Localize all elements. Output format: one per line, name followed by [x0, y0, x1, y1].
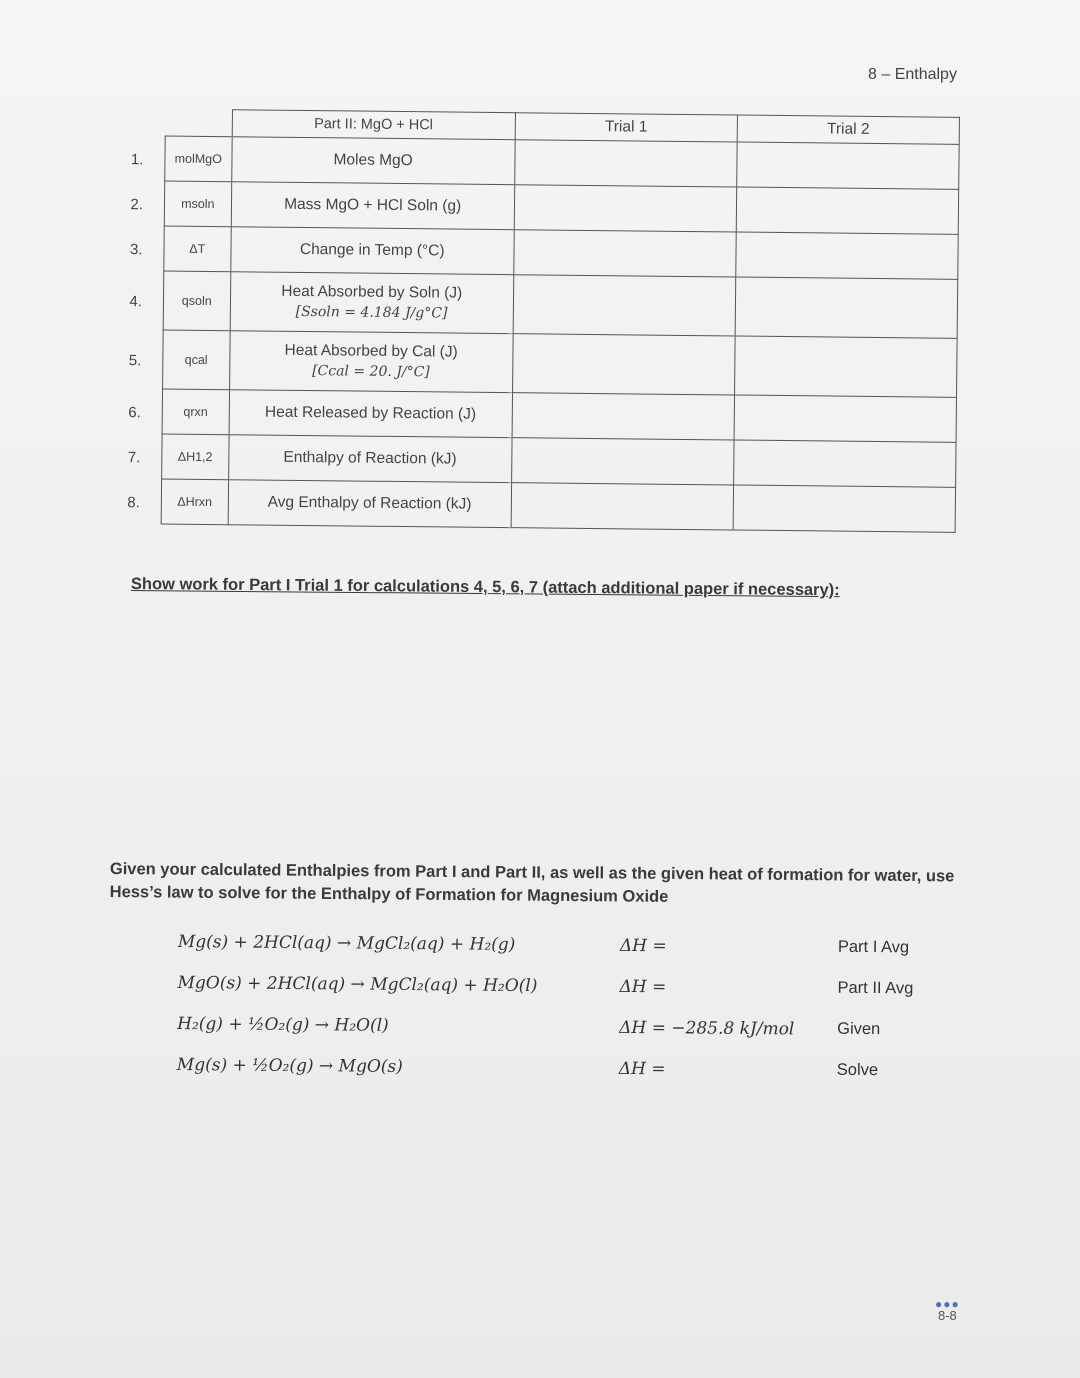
row-description — [230, 227, 514, 275]
row-description — [228, 480, 512, 528]
row-symbol-text: ΔH1,2 — [177, 449, 213, 465]
table-row — [163, 330, 958, 397]
trial-1-cell[interactable] — [511, 483, 734, 530]
row-description — [231, 182, 515, 230]
trial-2-cell[interactable] — [737, 142, 960, 189]
row-symbol-text: msoln — [181, 196, 215, 212]
row-symbol-text: molMgO — [174, 151, 222, 167]
equation-row — [177, 1014, 937, 1062]
table-row — [161, 479, 955, 532]
row-symbol — [128, 330, 230, 390]
trial-1-cell[interactable] — [514, 185, 737, 232]
equation-text: Mg(s) + 2HCl(aq) → MgCl₂(aq) + H₂(g) — [177, 932, 516, 955]
data-table-container — [111, 108, 963, 533]
row-symbol — [127, 434, 229, 480]
data-table — [127, 109, 960, 533]
trial-2-cell[interactable] — [735, 277, 958, 338]
row-description — [228, 435, 512, 483]
header-part: Part II: MgO + HCl — [232, 110, 515, 140]
row-symbol — [127, 479, 228, 525]
row-symbol — [128, 389, 229, 435]
equation-note: Part I Avg — [837, 937, 910, 957]
trial-1-cell[interactable] — [512, 334, 735, 395]
delta-h-value: ΔH = −285.8 kJ/mol — [619, 1017, 795, 1040]
show-work-instruction: Show work for Part I Trial 1 for calculations 4, 5, 6, 7 (attach additional paper if necessary): — [130, 575, 840, 600]
trial-2-cell[interactable] — [736, 187, 959, 234]
row-description-main: Change in Temp (°C) — [299, 241, 445, 260]
equation-row — [177, 1055, 937, 1103]
row-number: 6. — [128, 404, 141, 422]
row-symbol-text: qrxn — [183, 404, 208, 419]
row-symbol — [129, 226, 231, 272]
row-description — [229, 390, 513, 438]
row-description — [230, 272, 514, 334]
equation-note: Given — [837, 1019, 881, 1039]
page-footer — [935, 1297, 960, 1323]
row-number: 4. — [129, 293, 143, 311]
row-number: 5. — [128, 352, 142, 370]
equation-row — [177, 973, 937, 1021]
hess-law-instructions: Given your calculated Enthalpies from Part I and Part II, as well as the given heat of formation for water, use Hess’s law to solve for the Enthalpy of Formation for Magnesium Oxide — [109, 859, 955, 907]
row-number: 8. — [127, 494, 140, 512]
equation-note: Solve — [836, 1060, 879, 1080]
row-symbol — [130, 181, 231, 227]
row-symbol-text: qsoln — [181, 293, 212, 309]
row-description-main: Heat Absorbed by Soln (J) — [281, 283, 463, 303]
trial-1-cell[interactable] — [511, 438, 734, 485]
row-description-main: Heat Absorbed by Cal (J) — [284, 342, 458, 361]
row-description-constant: [Ccal = 20. J/°C] — [312, 363, 430, 381]
equation-text: Mg(s) + ½O₂(g) → MgO(s) — [176, 1054, 403, 1077]
row-description-main: Mass MgO + HCl Soln (g) — [284, 195, 462, 215]
row-symbol — [130, 136, 232, 182]
trial-2-cell[interactable] — [734, 336, 957, 397]
row-symbol-text: ΔHrxn — [177, 494, 213, 510]
delta-h-value: ΔH = — [619, 976, 667, 998]
trial-2-cell[interactable] — [733, 440, 956, 487]
row-description — [231, 137, 515, 185]
row-description-main: Avg Enthalpy of Reaction (kJ) — [267, 493, 472, 513]
equations-list — [177, 932, 938, 1103]
trial-1-cell[interactable] — [514, 230, 737, 277]
equation-note: Part II Avg — [837, 978, 914, 998]
row-symbol — [129, 271, 230, 331]
trial-1-cell[interactable] — [515, 140, 738, 187]
trial-2-cell[interactable] — [733, 485, 956, 532]
trial-1-cell[interactable] — [513, 275, 736, 336]
row-number: 7. — [127, 449, 141, 467]
trial-2-cell[interactable] — [734, 395, 957, 442]
delta-h-value: ΔH = — [618, 1058, 666, 1080]
trial-1-cell[interactable] — [512, 393, 735, 440]
row-number: 2. — [130, 196, 144, 214]
row-description-constant: [Ssoln = 4.184 J/g°C] — [295, 303, 448, 322]
header-trial-1: Trial 1 — [515, 113, 737, 142]
row-description-main: Heat Released by Reaction (J) — [264, 403, 477, 423]
delta-h-value: ΔH = — [619, 935, 667, 957]
equation-text: MgO(s) + 2HCl(aq) → MgCl₂(aq) + H₂O(l) — [177, 972, 538, 997]
trial-2-cell[interactable] — [736, 232, 959, 279]
row-description — [229, 331, 513, 393]
row-description-main: Moles MgO — [333, 151, 413, 170]
header-blank-cell — [165, 109, 232, 137]
row-description-main: Enthalpy of Reaction (kJ) — [283, 448, 457, 468]
table-row — [163, 271, 958, 338]
row-symbol-text: ΔT — [189, 241, 206, 256]
page-header: 8 – Enthalpy — [868, 66, 957, 83]
row-number: 1. — [130, 151, 144, 169]
header-trial-2: Trial 2 — [737, 115, 959, 144]
table-body — [127, 136, 959, 532]
equation-row — [178, 932, 938, 980]
dots-icon: ●●● — [935, 1297, 960, 1311]
row-symbol-text: qcal — [184, 352, 208, 367]
page-number: 8-8 — [937, 1308, 957, 1323]
equation-text: H₂(g) + ½O₂(g) → H₂O(l) — [177, 1013, 389, 1036]
row-number: 3. — [129, 241, 143, 259]
